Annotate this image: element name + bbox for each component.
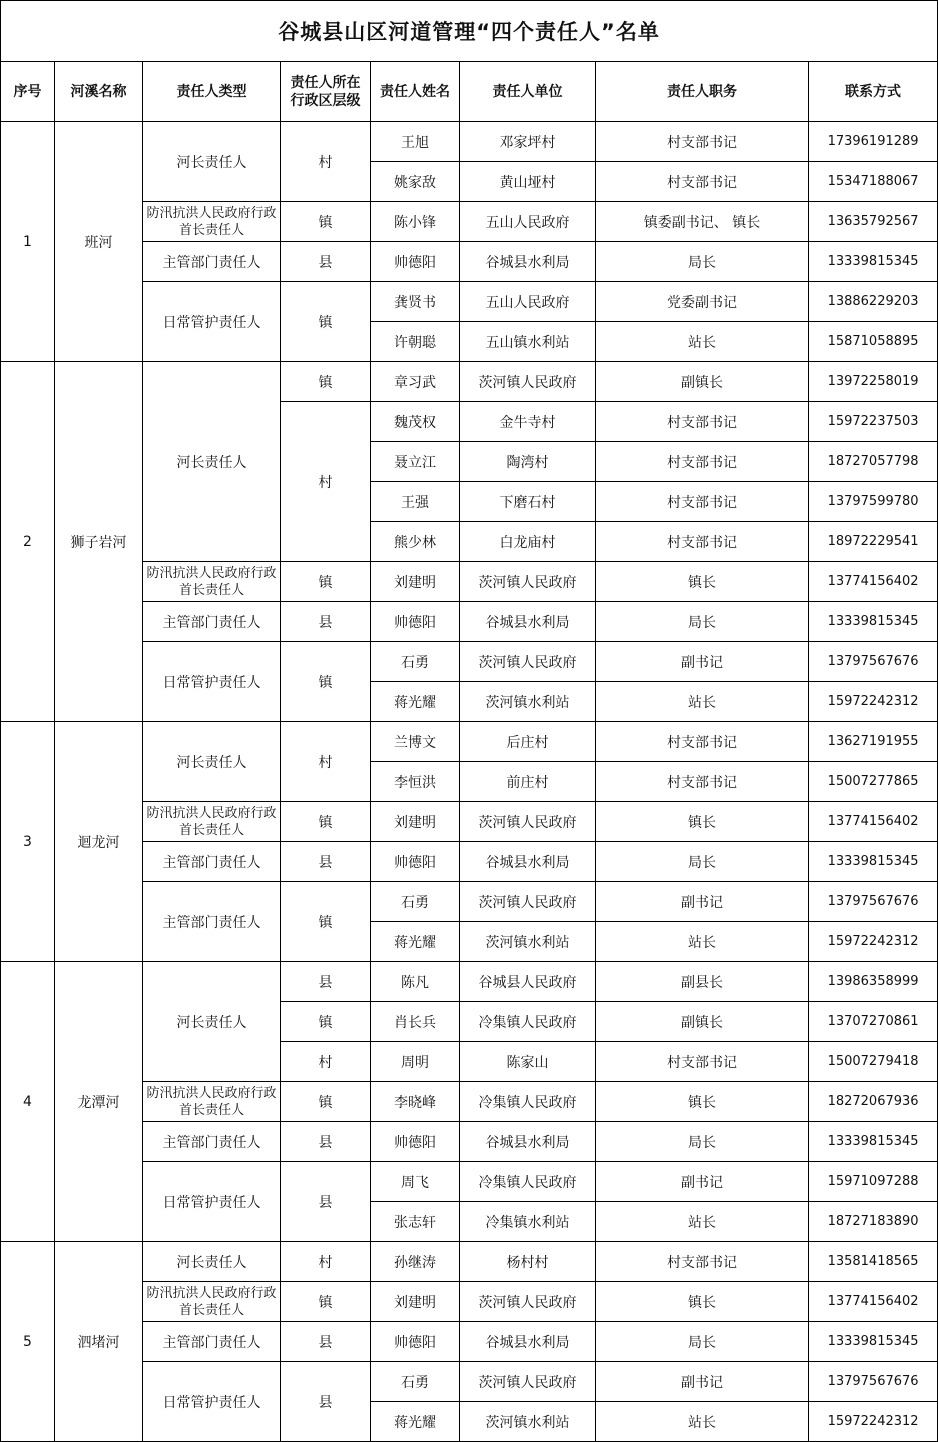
seq-cell: 3 [1,722,55,962]
phone-cell: 15971097288 [809,1162,938,1202]
header-unit: 责任人单位 [460,62,596,122]
post-cell: 村支部书记 [596,762,809,802]
person-name-cell: 章习武 [371,362,460,402]
phone-cell: 13972258019 [809,362,938,402]
header-post: 责任人职务 [596,62,809,122]
unit-cell: 茨河镇人民政府 [460,882,596,922]
type-cell: 河长责任人 [143,1242,281,1282]
person-name-cell: 龚贤书 [371,282,460,322]
person-name-cell: 张志轩 [371,1202,460,1242]
post-cell: 镇长 [596,1082,809,1122]
type-cell: 防汛抗洪人民政府行政首长责任人 [143,562,281,602]
phone-cell: 13339815345 [809,842,938,882]
page-title: 谷城县山区河道管理“四个责任人”名单 [1,1,938,62]
level-cell: 镇 [281,562,371,602]
phone-cell: 15347188067 [809,162,938,202]
unit-cell: 谷城县水利局 [460,842,596,882]
river-name-cell: 泗堵河 [55,1242,143,1442]
type-cell: 主管部门责任人 [143,1122,281,1162]
person-name-cell: 熊少林 [371,522,460,562]
unit-cell: 冷集镇水利站 [460,1202,596,1242]
post-cell: 村支部书记 [596,1242,809,1282]
unit-cell: 陈家山 [460,1042,596,1082]
unit-cell: 茨河镇人民政府 [460,362,596,402]
level-cell: 县 [281,1362,371,1442]
unit-cell: 陶湾村 [460,442,596,482]
person-name-cell: 石勇 [371,882,460,922]
unit-cell: 冷集镇人民政府 [460,1082,596,1122]
phone-cell: 13339815345 [809,602,938,642]
person-name-cell: 兰博文 [371,722,460,762]
header-type: 责任人类型 [143,62,281,122]
person-name-cell: 刘建明 [371,562,460,602]
type-cell: 防汛抗洪人民政府行政首长责任人 [143,802,281,842]
person-name-cell: 蒋光耀 [371,682,460,722]
type-cell: 日常管护责任人 [143,1162,281,1242]
post-cell: 村支部书记 [596,122,809,162]
unit-cell: 白龙庙村 [460,522,596,562]
person-name-cell: 孙继涛 [371,1242,460,1282]
post-cell: 村支部书记 [596,522,809,562]
level-cell: 村 [281,1242,371,1282]
phone-cell: 18727183890 [809,1202,938,1242]
post-cell: 局长 [596,1322,809,1362]
person-name-cell: 许朝聪 [371,322,460,362]
level-cell: 镇 [281,282,371,362]
unit-cell: 后庄村 [460,722,596,762]
unit-cell: 冷集镇人民政府 [460,1002,596,1042]
unit-cell: 茨河镇人民政府 [460,802,596,842]
level-cell: 村 [281,402,371,562]
post-cell: 副镇长 [596,362,809,402]
person-name-cell: 石勇 [371,1362,460,1402]
type-cell: 日常管护责任人 [143,282,281,362]
post-cell: 局长 [596,842,809,882]
person-name-cell: 帅德阳 [371,242,460,282]
phone-cell: 13797567676 [809,882,938,922]
level-cell: 镇 [281,202,371,242]
phone-cell: 18972229541 [809,522,938,562]
phone-cell: 15972242312 [809,1402,938,1442]
person-name-cell: 石勇 [371,642,460,682]
unit-cell: 茨河镇人民政府 [460,562,596,602]
type-cell: 主管部门责任人 [143,602,281,642]
post-cell: 副县长 [596,962,809,1002]
phone-cell: 15972242312 [809,682,938,722]
phone-cell: 13774156402 [809,802,938,842]
unit-cell: 谷城县水利局 [460,242,596,282]
unit-cell: 五山镇水利站 [460,322,596,362]
level-cell: 镇 [281,1002,371,1042]
header-name: 责任人姓名 [371,62,460,122]
seq-cell: 5 [1,1242,55,1442]
type-cell: 主管部门责任人 [143,242,281,282]
unit-cell: 谷城县水利局 [460,1122,596,1162]
level-cell: 镇 [281,882,371,962]
person-name-cell: 姚家敌 [371,162,460,202]
phone-cell: 13986358999 [809,962,938,1002]
post-cell: 站长 [596,322,809,362]
phone-cell: 13339815345 [809,242,938,282]
phone-cell: 13627191955 [809,722,938,762]
header-river: 河溪名称 [55,62,143,122]
post-cell: 村支部书记 [596,1042,809,1082]
unit-cell: 杨村村 [460,1242,596,1282]
post-cell: 镇长 [596,802,809,842]
level-cell: 镇 [281,802,371,842]
phone-cell: 13339815345 [809,1322,938,1362]
post-cell: 副书记 [596,642,809,682]
person-name-cell: 帅德阳 [371,842,460,882]
level-cell: 镇 [281,362,371,402]
unit-cell: 茨河镇人民政府 [460,1362,596,1402]
header-level: 责任人所在行政区层级 [281,62,371,122]
type-cell: 防汛抗洪人民政府行政首长责任人 [143,1082,281,1122]
post-cell: 村支部书记 [596,482,809,522]
post-cell: 副书记 [596,1162,809,1202]
person-name-cell: 帅德阳 [371,1322,460,1362]
person-name-cell: 李晓峰 [371,1082,460,1122]
level-cell: 村 [281,1042,371,1082]
post-cell: 村支部书记 [596,162,809,202]
phone-cell: 13797567676 [809,1362,938,1402]
post-cell: 村支部书记 [596,442,809,482]
type-cell: 河长责任人 [143,722,281,802]
level-cell: 村 [281,122,371,202]
unit-cell: 茨河镇水利站 [460,1402,596,1442]
person-name-cell: 王强 [371,482,460,522]
post-cell: 站长 [596,922,809,962]
person-name-cell: 帅德阳 [371,1122,460,1162]
person-name-cell: 魏茂权 [371,402,460,442]
person-name-cell: 周飞 [371,1162,460,1202]
type-cell: 河长责任人 [143,362,281,562]
unit-cell: 冷集镇人民政府 [460,1162,596,1202]
type-cell: 日常管护责任人 [143,642,281,722]
phone-cell: 15972237503 [809,402,938,442]
seq-cell: 2 [1,362,55,722]
unit-cell: 茨河镇水利站 [460,682,596,722]
unit-cell: 五山人民政府 [460,202,596,242]
phone-cell: 13886229203 [809,282,938,322]
phone-cell: 13581418565 [809,1242,938,1282]
unit-cell: 金牛寺村 [460,402,596,442]
post-cell: 副镇长 [596,1002,809,1042]
type-cell: 主管部门责任人 [143,882,281,962]
post-cell: 局长 [596,1122,809,1162]
level-cell: 县 [281,1322,371,1362]
phone-cell: 13339815345 [809,1122,938,1162]
unit-cell: 谷城县水利局 [460,1322,596,1362]
person-name-cell: 刘建明 [371,802,460,842]
unit-cell: 茨河镇人民政府 [460,1282,596,1322]
post-cell: 村支部书记 [596,722,809,762]
level-cell: 镇 [281,642,371,722]
phone-cell: 15007277865 [809,762,938,802]
unit-cell: 谷城县水利局 [460,602,596,642]
person-name-cell: 陈小锋 [371,202,460,242]
post-cell: 局长 [596,602,809,642]
river-name-cell: 班河 [55,122,143,362]
seq-cell: 1 [1,122,55,362]
phone-cell: 15007279418 [809,1042,938,1082]
river-name-cell: 龙潭河 [55,962,143,1242]
post-cell: 副书记 [596,1362,809,1402]
header-phone: 联系方式 [809,62,938,122]
phone-cell: 17396191289 [809,122,938,162]
person-name-cell: 肖长兵 [371,1002,460,1042]
phone-cell: 13635792567 [809,202,938,242]
phone-cell: 18272067936 [809,1082,938,1122]
phone-cell: 13774156402 [809,562,938,602]
level-cell: 县 [281,602,371,642]
river-name-cell: 迴龙河 [55,722,143,962]
person-name-cell: 刘建明 [371,1282,460,1322]
unit-cell: 下磨石村 [460,482,596,522]
post-cell: 站长 [596,1202,809,1242]
type-cell: 防汛抗洪人民政府行政首长责任人 [143,202,281,242]
unit-cell: 茨河镇人民政府 [460,642,596,682]
level-cell: 镇 [281,1082,371,1122]
type-cell: 河长责任人 [143,122,281,202]
level-cell: 村 [281,722,371,802]
post-cell: 站长 [596,1402,809,1442]
phone-cell: 13774156402 [809,1282,938,1322]
post-cell: 副书记 [596,882,809,922]
unit-cell: 谷城县人民政府 [460,962,596,1002]
person-name-cell: 李恒洪 [371,762,460,802]
type-cell: 日常管护责任人 [143,1362,281,1442]
unit-cell: 邓家坪村 [460,122,596,162]
person-name-cell: 蒋光耀 [371,1402,460,1442]
header-seq: 序号 [1,62,55,122]
phone-cell: 13797599780 [809,482,938,522]
level-cell: 县 [281,1122,371,1162]
unit-cell: 前庄村 [460,762,596,802]
type-cell: 主管部门责任人 [143,842,281,882]
type-cell: 防汛抗洪人民政府行政首长责任人 [143,1282,281,1322]
post-cell: 局长 [596,242,809,282]
person-name-cell: 王旭 [371,122,460,162]
level-cell: 县 [281,842,371,882]
level-cell: 镇 [281,1282,371,1322]
unit-cell: 黄山垭村 [460,162,596,202]
post-cell: 镇长 [596,1282,809,1322]
unit-cell: 五山人民政府 [460,282,596,322]
person-name-cell: 聂立江 [371,442,460,482]
person-name-cell: 周明 [371,1042,460,1082]
level-cell: 县 [281,1162,371,1242]
post-cell: 站长 [596,682,809,722]
person-name-cell: 蒋光耀 [371,922,460,962]
post-cell: 镇委副书记、 镇长 [596,202,809,242]
phone-cell: 15871058895 [809,322,938,362]
phone-cell: 13797567676 [809,642,938,682]
post-cell: 镇长 [596,562,809,602]
post-cell: 村支部书记 [596,402,809,442]
type-cell: 河长责任人 [143,962,281,1082]
level-cell: 县 [281,242,371,282]
phone-cell: 15972242312 [809,922,938,962]
seq-cell: 4 [1,962,55,1242]
type-cell: 主管部门责任人 [143,1322,281,1362]
phone-cell: 18727057798 [809,442,938,482]
unit-cell: 茨河镇水利站 [460,922,596,962]
river-name-cell: 狮子岩河 [55,362,143,722]
level-cell: 县 [281,962,371,1002]
post-cell: 党委副书记 [596,282,809,322]
phone-cell: 13707270861 [809,1002,938,1042]
person-name-cell: 陈凡 [371,962,460,1002]
person-name-cell: 帅德阳 [371,602,460,642]
